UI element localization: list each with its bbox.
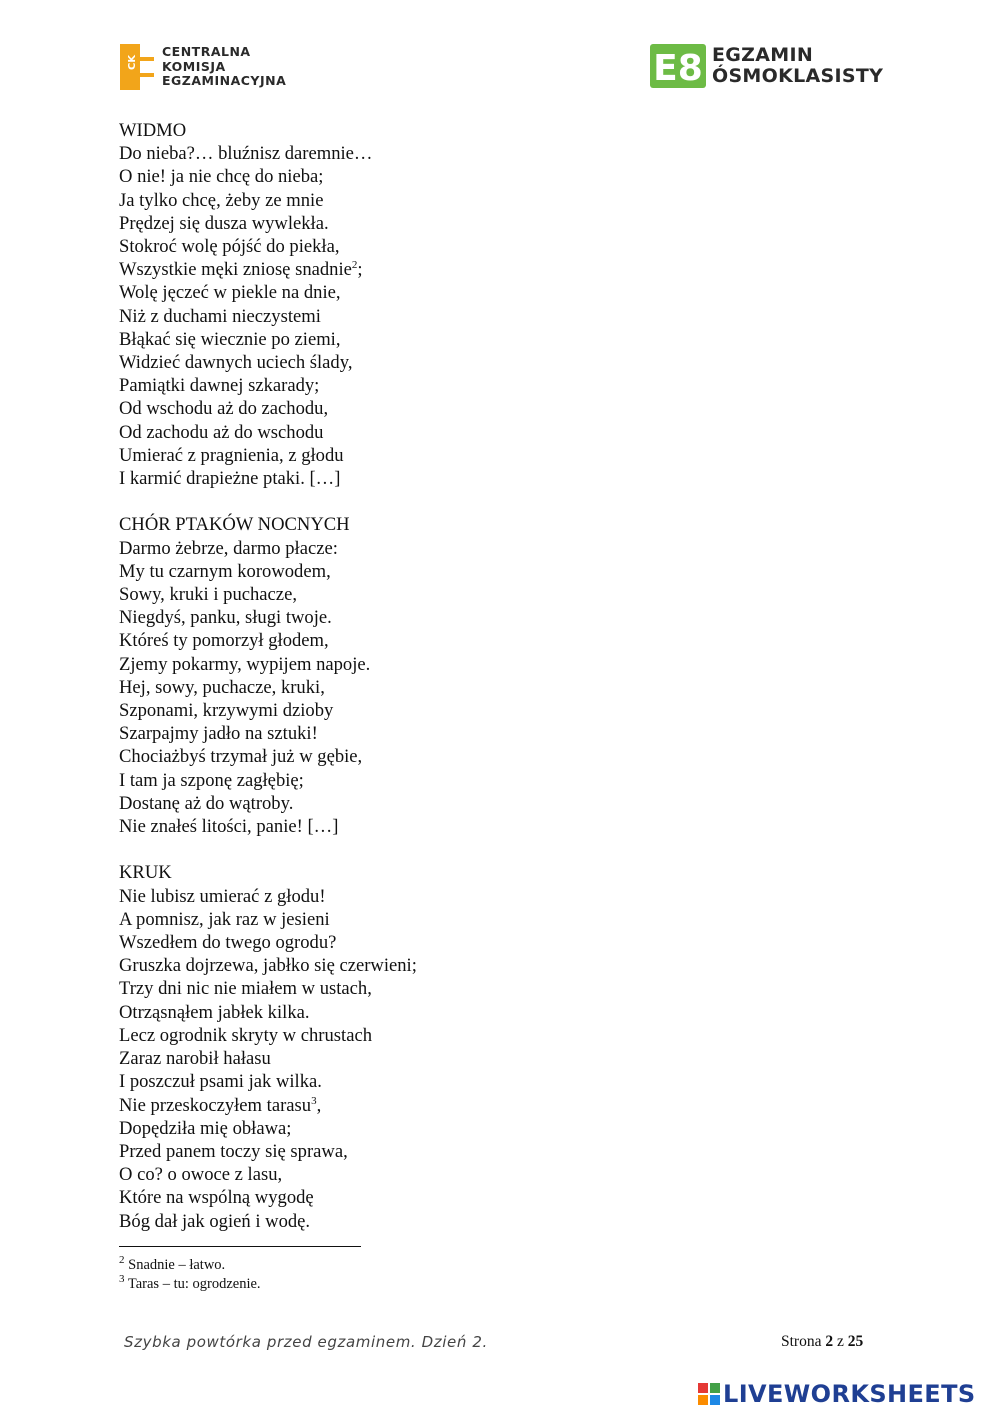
poem-line: O nie! ja nie chcę do nieba; [119, 166, 324, 188]
poem-line: Dostanę aż do wątroby. [119, 792, 294, 814]
poem-line: Hej, sowy, puchacze, kruki, [119, 676, 325, 698]
poem-line: Nie znałeś litości, panie! […] [119, 816, 339, 838]
poem-line: Wolę jęczeć w piekle na dnie, [119, 282, 341, 304]
poem-line: Darmo żebrze, darmo płacze: [119, 537, 338, 559]
footnote [119, 1256, 261, 1275]
page-prefix: Strona [781, 1333, 826, 1350]
poem-line: Szponami, krzywymi dzioby [119, 700, 334, 722]
svg-text:CK: CK [127, 54, 138, 70]
page-number [781, 1333, 863, 1351]
poem-line: Zjemy pokarmy, wypijem napoje. [119, 653, 371, 675]
poem-line: Wszedłem do twego ogrodu? [119, 932, 337, 954]
poem-line: Umierać z pragnienia, z głodu [119, 444, 344, 466]
poem-line: I karmić drapieżne ptaki. […] [119, 468, 341, 490]
poem-line: Wszystkie męki zniosę snadnie$^2$; [119, 259, 363, 281]
poem-line: A pomnisz, jak raz w jesieni [119, 908, 330, 930]
footnote-number: 3 [119, 1273, 125, 1286]
footnote-text: Snadnie – łatwo. [128, 1257, 226, 1273]
poem-line: Od wschodu aż do zachodu, [119, 398, 329, 420]
poem-line: Prędzej się dusza wywlekła. [119, 212, 329, 234]
poem-line: Szarpajmy jadło na sztuki! [119, 723, 318, 745]
speaker-name: CHÓR PTAKÓW NOCNYCH [119, 514, 350, 536]
stanza-gap [119, 490, 679, 513]
e8-line: EGZAMIN [712, 44, 814, 66]
poem-line: I tam ja szponę zagłębię; [119, 769, 304, 791]
e8-line: ÓSMOKLASISTY [712, 65, 884, 87]
poem-line: Otrząsnąłem jabłek kilka. [119, 1001, 310, 1023]
poem-line: Ja tylko chcę, żeby ze mnie [119, 189, 324, 211]
page-sep: z [833, 1333, 848, 1350]
poem-line: I poszczuł psami jak wilka. [119, 1071, 322, 1093]
speaker-name: KRUK [119, 862, 172, 884]
e8-logo-text [712, 45, 883, 87]
poem-line: Sowy, kruki i puchacze, [119, 584, 297, 606]
poem-line: Dopędziła mię obława; [119, 1117, 292, 1139]
footnote-text: Taras – tu: ogrodzenie. [127, 1276, 261, 1292]
cke-line: KOMISJA [162, 58, 226, 74]
poem-line: O co? o owoce z lasu, [119, 1164, 283, 1186]
poem-line: My tu czarnym korowodem, [119, 560, 331, 582]
poem-line: Nie lubisz umierać z głodu! [119, 885, 326, 907]
poem-line: Któreś ty pomorzył głodem, [119, 630, 329, 652]
cke-line: EGZAMINACYJNA [162, 73, 287, 89]
e8-logo [650, 44, 883, 88]
poem-line: Pamiątki dawnej szkarady; [119, 375, 320, 397]
poem-line: Od zachodu aż do wschodu [119, 421, 324, 443]
footnote [119, 1275, 261, 1294]
page-header [0, 0, 1000, 110]
poem-text [119, 119, 679, 1233]
poem-line: Które na wspólną wygodę [119, 1187, 314, 1209]
poem-line: Chociażbyś trzymał już w gębie, [119, 746, 363, 768]
poem-line: Lecz ogrodnik skryty w chrustach [119, 1024, 373, 1046]
liveworksheets-watermark [698, 1380, 976, 1408]
footnotes [119, 1256, 261, 1294]
e8-logo-mark [650, 44, 706, 88]
cke-line: CENTRALNA [162, 44, 251, 60]
poem-line: Widzieć dawnych uciech ślady, [119, 352, 353, 374]
liveworksheets-squares-icon [698, 1383, 720, 1405]
poem-line: Niż z duchami nieczystemi [119, 305, 321, 327]
footnote-ref: 3 [311, 1094, 317, 1107]
footnote-number: 2 [119, 1254, 125, 1267]
poem-line: Zaraz narobił hałasu [119, 1048, 271, 1070]
svg-text:E8: E8 [653, 48, 703, 88]
poem-line: Stokroć wolę pójść do piekła, [119, 236, 340, 258]
footnote-ref: 2 [351, 259, 358, 272]
poem-line: Przed panem toczy się sprawa, [119, 1140, 348, 1162]
footnote-divider [119, 1246, 361, 1247]
footer-handwritten-note: Szybka powtórka przed egzaminem. Dzień 2. [124, 1333, 488, 1351]
poem-line: Trzy dni nic nie miałem w ustach, [119, 978, 372, 1000]
poem-line: Niegdyś, panku, sługi twoje. [119, 607, 332, 629]
liveworksheets-text: LIVEWORKSHEETS [723, 1380, 976, 1408]
poem-line: Do nieba?… bluźnisz daremnie… [119, 143, 373, 165]
poem-line: Nie przeskoczyłem tarasu$^3$, [119, 1094, 322, 1116]
poem-line: Bóg dał jak ogień i wodę. [119, 1210, 311, 1232]
speaker-name: WIDMO [119, 120, 187, 141]
page-current: 2 [825, 1333, 834, 1350]
poem-line: Gruszka dojrzewa, jabłko się czerwieni; [119, 955, 417, 977]
stanza-gap [119, 838, 679, 861]
page-total: 25 [847, 1333, 864, 1350]
cke-logo-text [162, 45, 286, 89]
poem-line: Błąkać się wiecznie po ziemi, [119, 328, 341, 350]
cke-logo-mark [120, 44, 154, 90]
cke-logo [120, 42, 286, 92]
